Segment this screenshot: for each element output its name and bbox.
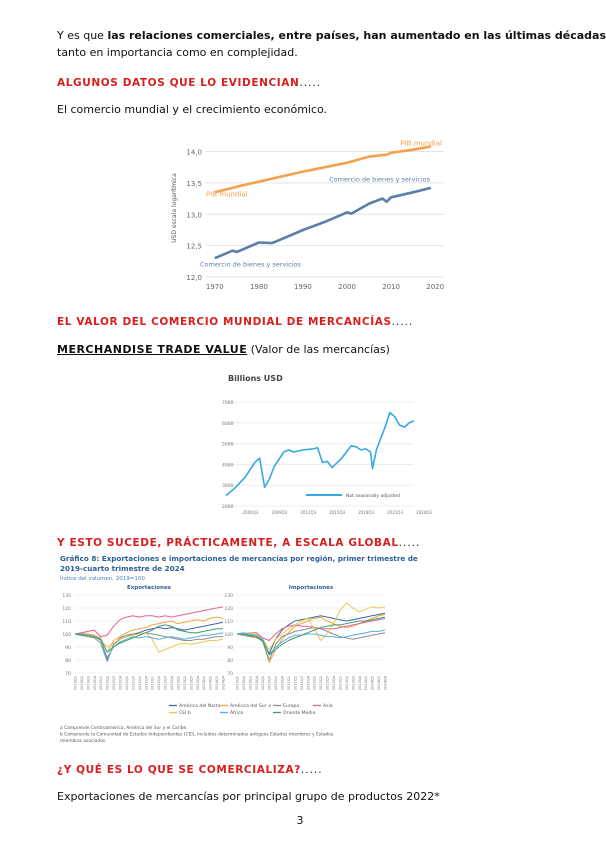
x-tick-label: 2024Q2	[370, 676, 375, 691]
y-tick-label: 100	[62, 633, 71, 638]
x-tick-label: 2009Q3	[271, 510, 288, 515]
x-tick-label: 2021Q4	[306, 676, 311, 691]
y-tick-label: 90	[65, 646, 71, 651]
y-tick-label: 80	[65, 659, 71, 664]
legend-label: Europa	[283, 704, 300, 709]
x-tick-label: 1970	[205, 283, 224, 291]
x-tick-label: 2021Q3	[137, 676, 142, 691]
footnote: a Comprende Centroamérica, América del Sur y el Caribe.	[60, 726, 188, 731]
x-tick-label: 2021Q1	[286, 676, 291, 691]
heading-dots: .....	[398, 537, 421, 549]
x-tick-label: 2020Q2	[105, 676, 110, 691]
x-tick-label: 2019Q2	[241, 676, 246, 691]
y-tick-label: 13,0	[186, 211, 202, 220]
y-tick-label: 130	[62, 594, 71, 599]
x-tick-label: 2022Q3	[163, 676, 168, 691]
merch-title-line	[57, 343, 390, 356]
heading-dots: .....	[299, 77, 322, 89]
x-tick-label: 2000	[338, 283, 356, 291]
x-tick-label: 2018Q3	[358, 510, 375, 515]
series-label: PIB mundial	[400, 139, 442, 148]
y-tick-label: 13,5	[186, 179, 202, 188]
y-tick-label: 110	[62, 620, 71, 625]
y-tick-label: 3000	[222, 484, 234, 490]
merch-trade-chart	[218, 370, 432, 518]
y-tick-label: 120	[224, 607, 233, 612]
x-tick-label: 2019Q3	[248, 676, 253, 691]
x-tick-label: 1980	[249, 283, 268, 291]
x-tick-label: 2020Q1	[99, 676, 104, 691]
heading-dots: .....	[391, 316, 414, 328]
series-label: Comercio de bienes y servicios	[200, 260, 301, 269]
merch-title: MERCHANDISE TRADE VALUE	[57, 343, 248, 356]
x-tick-label: 2019Q3	[86, 676, 91, 691]
y-tick-label: 14,0	[186, 148, 202, 157]
series-line	[215, 147, 431, 193]
y-tick-label: 70	[65, 672, 71, 677]
y-tick-label: 6000	[222, 421, 234, 427]
footnote: b Comprende la Comunidad de Estados Independientes (CEI), incluidos determinados antiguos Estados miembros y Estados	[60, 732, 334, 738]
y-tick-label: 2000	[222, 505, 234, 510]
x-tick-label: 2010	[382, 283, 401, 291]
series-line	[75, 622, 223, 660]
x-tick-label: 2021Q4	[144, 676, 149, 691]
y-tick-label: 4000	[222, 463, 234, 469]
x-tick-label: 2015Q3	[329, 510, 346, 515]
heading-global-text: Y ESTO SUCEDE, PRÁCTICAMENTE, A ESCALA GLOBAL	[57, 537, 399, 549]
legend-label: América del Sur a	[230, 704, 271, 709]
y-tick-label: 5000	[222, 442, 234, 448]
x-tick-label: 2024Q3	[215, 676, 220, 691]
y-tick-label: 70	[227, 672, 233, 677]
x-tick-label: 2024Q3	[377, 676, 382, 691]
x-tick-label: 2024Q2	[208, 676, 213, 691]
heading-what-traded-text: ¿Y QUÉ ES LO QUE SE COMERCIALIZA?	[57, 764, 301, 776]
legend-label: Oriente Medio	[283, 711, 316, 716]
series-label: PIB mundial	[206, 190, 248, 199]
chart-title-line-2: 2019-cuarto trimestre de 2024	[60, 564, 185, 573]
y-axis-label: USD escala logarítmica	[171, 173, 178, 243]
y-tick-label: 120	[62, 607, 71, 612]
heading-evidence	[57, 77, 321, 89]
x-tick-label: 2020	[426, 283, 445, 291]
x-tick-label: 2019Q1	[235, 676, 240, 691]
x-tick-label: 2021Q3	[299, 676, 304, 691]
x-tick-label: 2024Q1	[202, 676, 207, 691]
x-tick-label: 2023Q1	[176, 676, 181, 691]
x-tick-label: 2020Q3	[112, 676, 117, 691]
regional-trade-chart	[57, 551, 541, 751]
x-tick-label: 2022Q1	[312, 676, 317, 691]
x-tick-label: 2006Q3	[242, 510, 259, 515]
intro-line-1	[57, 29, 606, 42]
x-tick-label: 2023Q1	[338, 676, 343, 691]
x-tick-label: 2020Q4	[118, 676, 123, 691]
heading-evidence-text: ALGUNOS DATOS QUE LO EVIDENCIAN	[57, 77, 300, 89]
x-tick-label: 2012Q3	[300, 510, 317, 515]
x-tick-label: 2020Q1	[261, 676, 266, 691]
x-tick-label: 2024Q3	[416, 510, 432, 515]
series-label: Comercio de bienes y servicios	[329, 175, 430, 184]
y-tick-label: 12,5	[186, 242, 202, 251]
x-tick-label: 2022Q4	[332, 676, 337, 691]
legend-label: CEI b	[179, 711, 191, 716]
x-tick-label: 2023Q3	[189, 676, 194, 691]
x-tick-label: 2022Q2	[319, 676, 324, 691]
panel-title: Exportaciones	[127, 585, 171, 591]
x-tick-label: 2020Q3	[274, 676, 279, 691]
series-line	[237, 628, 385, 661]
x-tick-label: 2019Q2	[79, 676, 84, 691]
chart-title-line-1: Gráfico 8: Exportaciones e importaciones de mercancías por región, primer trimestre de	[60, 554, 418, 563]
legend-label: África	[230, 711, 244, 716]
heading-merch-value-text: EL VALOR DEL COMERCIO MUNDIAL DE MERCANCÍAS	[57, 316, 392, 328]
y-tick-label: 80	[227, 659, 233, 664]
legend-label: Not seasonally adjusted	[346, 494, 400, 499]
merch-subtitle: (Valor de las mercancías)	[247, 343, 390, 356]
intro-bold-phrase: las relaciones comerciales, entre países, han aumentado en las últimas décadas	[107, 29, 606, 42]
x-tick-label: 2024Q4	[221, 676, 226, 691]
heading-dots: .....	[300, 764, 323, 776]
exports-line: Exportaciones de mercancías por principal grupo de productos 2022*	[57, 790, 440, 803]
x-tick-label: 2022Q4	[170, 676, 175, 691]
intro-line-2: tanto en importancia como en complejidad.	[57, 46, 298, 59]
panel-title: Importaciones	[288, 585, 334, 591]
y-tick-label: 110	[224, 620, 233, 625]
x-tick-label: 2021Q2	[293, 676, 298, 691]
chart-subtitle: Índice del volumen, 2019=100	[60, 576, 145, 582]
gdp-trade-chart	[166, 127, 452, 299]
x-tick-label: 2021Q1	[124, 676, 129, 691]
x-tick-label: 2023Q4	[195, 676, 200, 691]
y-tick-label: 130	[224, 594, 233, 599]
x-tick-label: 2024Q1	[364, 676, 369, 691]
heading-global	[57, 537, 420, 549]
page-number: 3	[296, 814, 304, 827]
y-tick-label: 90	[227, 646, 233, 651]
x-tick-label: 2019Q1	[73, 676, 78, 691]
x-tick-label: 2022Q2	[157, 676, 162, 691]
x-tick-label: 2024Q4	[383, 676, 388, 691]
heading-what-traded	[57, 764, 323, 776]
series-line	[226, 413, 414, 496]
x-tick-label: 2019Q4	[92, 676, 97, 691]
x-tick-label: 2021Q3	[387, 510, 404, 515]
y-tick-label: 7000	[222, 401, 234, 407]
y-tick-label: 12,0	[186, 274, 202, 282]
heading-merch-value	[57, 316, 413, 328]
x-tick-label: 2023Q3	[351, 676, 356, 691]
chart-title: Billions USD	[228, 374, 283, 383]
y-tick-label: 100	[224, 633, 233, 638]
x-tick-label: 2022Q3	[325, 676, 330, 691]
x-tick-label: 2020Q4	[280, 676, 285, 691]
legend-label: América del Norte	[179, 704, 221, 709]
x-tick-label: 2023Q2	[344, 676, 349, 691]
chart1-caption: El comercio mundial y el crecimiento económico.	[57, 103, 328, 116]
x-tick-label: 2020Q2	[267, 676, 272, 691]
series-line	[237, 603, 385, 650]
x-tick-label: 1990	[294, 283, 312, 291]
intro-prefix: Y es que	[57, 29, 108, 42]
x-tick-label: 2022Q1	[150, 676, 155, 691]
footnote: miembros asociados.	[60, 739, 107, 744]
x-tick-label: 2021Q2	[131, 676, 136, 691]
legend-label: Asia	[323, 704, 333, 709]
x-tick-label: 2023Q2	[182, 676, 187, 691]
x-tick-label: 2019Q4	[254, 676, 259, 691]
x-tick-label: 2023Q4	[357, 676, 362, 691]
